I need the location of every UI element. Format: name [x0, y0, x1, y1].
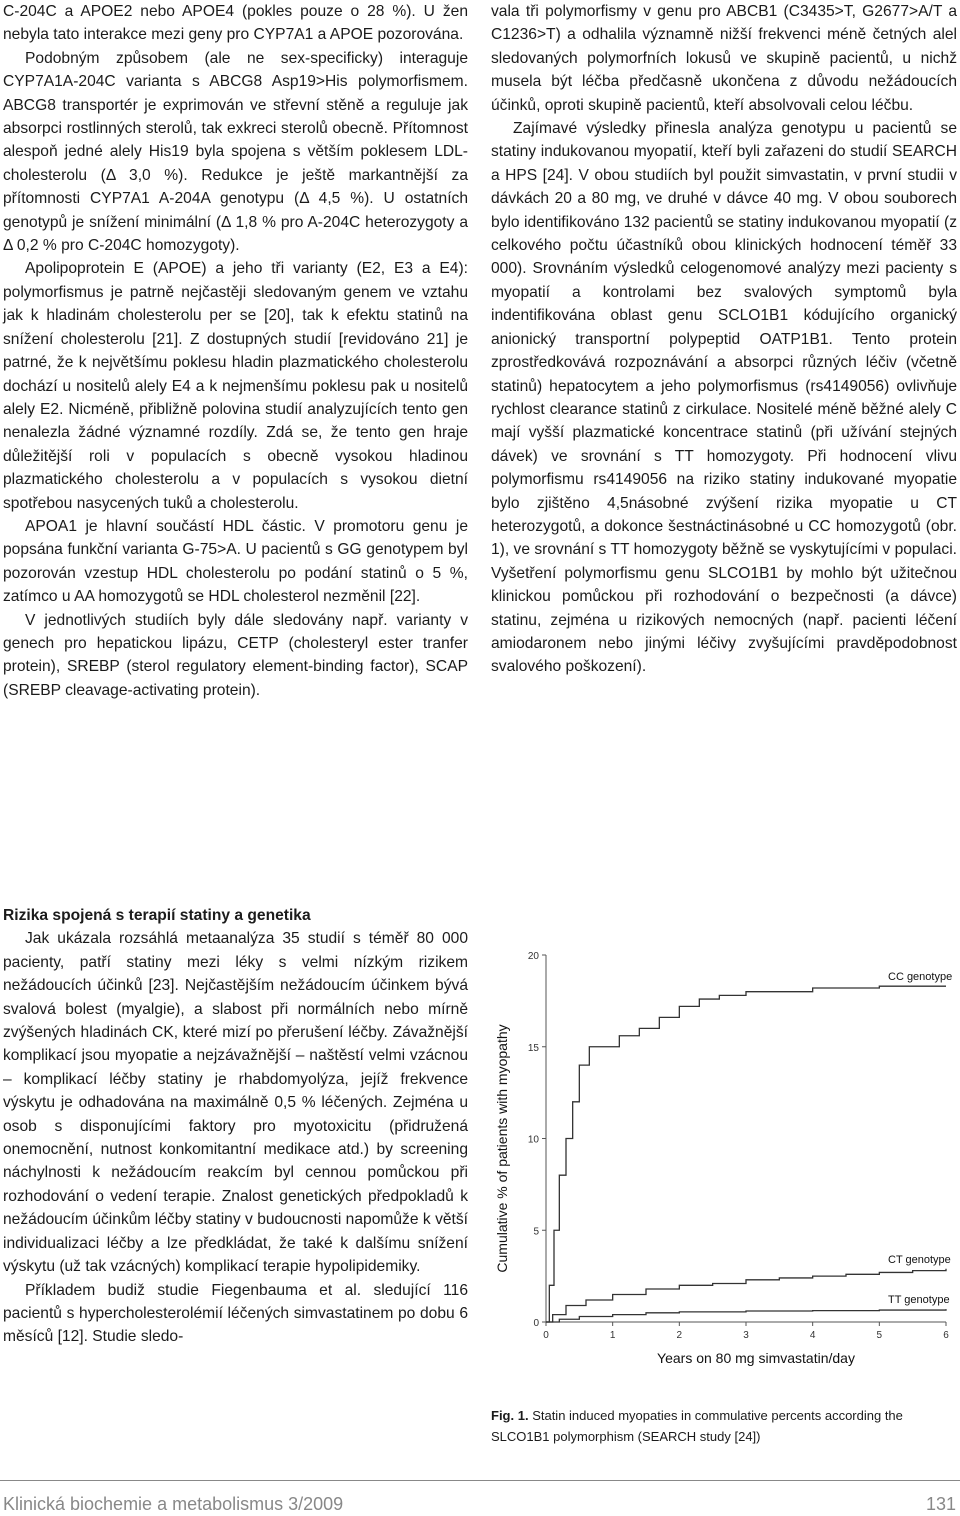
- paragraph: Jak ukázala rozsáhlá metaanalýza 35 studií s téměř 80 000 pacienty, patří statiny mezi léky s velmi nízkým rizikem nežádoucích účinků [23]. Nejčastějším nežádoucím účinkem bývá svalová bolest (myalgie), a slabost při normálních nebo mírně zvýšených hladinách CK, které mizí po přerušení léčby. Závažnější komplikací jsou myopatie a nejzávažnější – naštěstí velmi vzácnou – komplikací léčby statiny je rhabdomyolýza, jejíž frekvence výskytu je odhadována na maximálně 0,5 % léčených. Zejména u osob s disponujícími faktory pro myotoxicitu (přidružená onemocnění, nutnost konkomitantní medikace atd.) by screening náchylnosti k nežádoucím reakcím byl cennou pomůckou při rozhodování o vedení terapie. Znalost genetických předpokladů k nežádoucím účinkům léčby statiny v budoucnosti napomůže k větší individualizaci léčby a lze předkládat, že také k dalšímu snížení výskytu (už tak vzácných) komplikací terapie hypolipidemiky.: [3, 930, 468, 1276]
- x-tick-label: 1: [609, 1330, 616, 1341]
- left-column-bottom: [3, 904, 468, 1349]
- x-tick-label: 4: [809, 1330, 816, 1341]
- figure-myopathy-chart: [491, 940, 957, 1370]
- series-label-1: CT genotype: [888, 1253, 951, 1266]
- footer-journal: Klinická biochemie a metabolismus 3/2009: [3, 1494, 344, 1514]
- series-label-0: CC genotype: [888, 971, 953, 984]
- y-tick-label: 5: [533, 1226, 539, 1238]
- right-column: [491, 0, 957, 679]
- x-axis-label: Years on 80 mg simvastatin/day: [657, 1350, 855, 1366]
- series-label-2: TT genotype: [888, 1294, 950, 1307]
- figure-label: Fig. 1.: [491, 1408, 529, 1423]
- section-heading: Rizika spojená s terapií statiny a genetika: [3, 907, 311, 924]
- x-tick-label: 5: [876, 1330, 883, 1341]
- paragraph: Příkladem budiž studie Fiegenbauma et al. sledující 116 pacientů s hypercholesterolémií léčených simvastatinem po dobu 6 měsíců [12]. Studie sledo-: [3, 1281, 468, 1346]
- paragraph: vala tři polymorfismy v genu pro ABCB1 (C3435>T, G2677>A/T a C1236>T) a odhalila významně nižší frekvenci méně četných alel sledovaných polymorfních lokusů ve skupině pacientů, u nichž musela být léčba předčasně ukončena z důvodu nežádoucích účinků, oproti skupině pacientů, kteří absolvovali celou léčbu.: [491, 3, 957, 114]
- series-line-1: [546, 1269, 946, 1322]
- x-tick-label: 3: [743, 1330, 749, 1341]
- paragraph: Apolipoprotein E (APOE) a jeho tři varianty (E2, E3 a E4): polymorfismus je patrně nejčastěji sledovaným genem ve vztahu jak k hladinám cholesterolu per se [20], tak k efektu statinů na snížení cholesterolu [21]. Z dostupných studií [revidováno 21] je patrné, že k největšímu poklesu hladin plazmatického cholesterolu dochází u nositelů alely E4 a k nejmenšímu poklesu pak u nositelů alely E2. Nicméně, přibližně polovina studií analyzujících tento gen nenalezla žádné významné rozdíly. Zdá se, že tento gen hraje důležitější roli v populacích s obecně vysokou hladinou plazmatického cholesterolu a v populacích s vysokou dietní spotřebou nasycených tuků a cholesterolu.: [3, 260, 468, 512]
- paragraph: APOA1 je hlavní součástí HDL částic. V promotoru genu je popsána funkční varianta G-75>A. U pacientů s GG genotypem byl pozorován vzestup HDL cholesterolu po podání statinů o 5 %, zatímco u AA homozygotů se HDL cholesterol nezměnil [22].: [3, 517, 468, 606]
- chart: [491, 940, 957, 1370]
- paragraph: V jednotlivých studiích byly dále sledovány např. varianty v genech pro hepatickou lipázu, CETP (cholesteryl ester tranfer protein), SREBP (sterol regulatory element-binding factor), SCAP (SREBP cleavage-activating protein).: [3, 611, 468, 699]
- x-tick-label: 6: [943, 1330, 949, 1341]
- series-line-0: [546, 986, 946, 1322]
- y-axis-label: Cumulative % of patients with myopathy: [494, 1024, 510, 1273]
- paragraph: C-204C a APOE2 nebo APOE4 (pokles pouze o 28 %). U žen nebyla tato interakce mezi geny pro CYP7A1 a APOE pozorována.: [3, 3, 468, 44]
- y-tick-label: 0: [533, 1318, 539, 1329]
- paragraph: Podobným způsobem (ale ne sex-specificky) interaguje CYP7A1A-204C varianta s ABCG8 Asp19>His polymorfismem. ABCG8 transportér je exprimován ve střevní stěně a reguluje jak absorpci rostlinných sterolů, tak exkreci sterolů obecně. Přítomnost alespoň jedné alely His19 byla spojena s větším poklesem LDL-cholesterolu (Δ 3,0 %). Redukce je ještě markantnější za přítomnosti CYP7A1 A-204A genotypu (Δ 4,5 %). U ostatních genotypů je snížení minimální (Δ 1,8 % pro A-204C heterozygoty a Δ 0,2 % pro C-204C homozygoty).: [3, 49, 468, 255]
- figure-caption-text: Statin induced myopaties in commulative percents according the SLCO1B1 polymorphism (SEARCH study [24]): [491, 1408, 903, 1444]
- y-tick-label: 15: [527, 1042, 539, 1054]
- y-tick-label: 20: [527, 951, 539, 962]
- left-column-top: [3, 0, 468, 702]
- footer-divider: [0, 1480, 960, 1481]
- y-tick-label: 10: [527, 1134, 539, 1146]
- figure-caption: [491, 1405, 957, 1447]
- x-tick-label: 0: [543, 1330, 549, 1341]
- series-line-2: [546, 1309, 946, 1322]
- paragraph: Zajímavé výsledky přinesla analýza genotypu u pacientů se statiny indukovanou myopatií, kteří byli zařazeni do studií SEARCH a HPS [24]. V obou studiích byl použit simvastatin, v první studii v dávkách 20 a 80 mg, ve druhé v dávce 40 mg. V obou souborech bylo identifikováno 132 pacientů se statiny indukovanou myopatií (z celkového počtu účastníků obou klinických hodnocení téměř 33 000). Srovnáním výsledků celogenomové analýzy mezi pacienty s myopatií a kontrolami bez svalových symptomů byla indentifikována oblast genu SCLO1B1 kódujícího organický anionický transportní polypeptid OATP1B1. Tento protein zprostředkovává rozpoznávání a absorpci různých léčiv (včetně statinů) hepatocytem a jeho polymorfismus (rs4149056) ovlivňuje rychlost clearance statinů z cirkulace. Nositelé méně běžné alely C mají vyšší plazmatické koncentrace statinů (při užívání stejných dávek) ve srovnání s TT homozygoty. Při hodnocení vlivu polymorfismu rs4149056 na riziko statiny indukované myopatie bylo zjištěno 4,5násobné zvýšení rizika myopatie u CT heterozygotů, a dokonce šestnáctinásobné u CC homozygotů (obr. 1), ve srovnání s TT homozygoty běžně se vyskytujícími v populaci. Vyšetření polymorfismu genu SLCO1B1 by mohlo být užitečnou klinickou pomůckou při rozhodování o bezpečnosti (a dávce) statinu, zejména u rizikových nemocných (např. pacienti léčení amiodaronem nebo jinými léčivy zvyšujícími pravděpodobnost svalového poškození).: [491, 120, 957, 676]
- page-number: 131: [925, 1494, 956, 1514]
- x-tick-label: 2: [676, 1330, 683, 1341]
